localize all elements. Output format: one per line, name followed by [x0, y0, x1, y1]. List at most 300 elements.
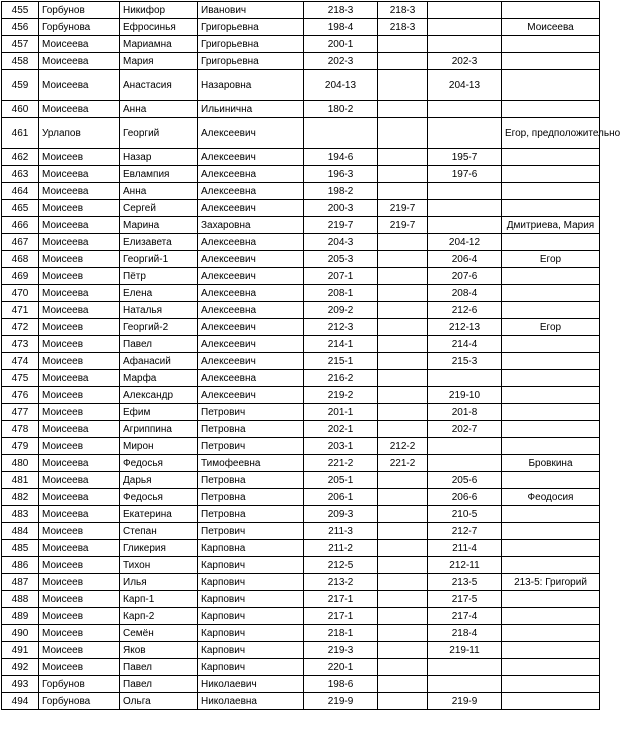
table-row	[2, 591, 600, 608]
ref-b-cell	[378, 523, 428, 540]
given-name-cell: Яков	[120, 642, 198, 659]
surname-cell: Моисеев	[39, 336, 120, 353]
given-name-cell: Афанасий	[120, 353, 198, 370]
ref-a-cell: 209-2	[304, 302, 378, 319]
record-number: 460	[2, 101, 39, 118]
patronymic-cell: Григорьевна	[198, 53, 304, 70]
surname-cell: Моисеев	[39, 659, 120, 676]
ref-a-cell: 203-1	[304, 438, 378, 455]
table-row	[2, 200, 600, 217]
ref-c-cell	[428, 118, 502, 149]
note-cell	[502, 302, 600, 319]
patronymic-cell: Алексеевич	[198, 149, 304, 166]
table-row	[2, 285, 600, 302]
note-cell	[502, 70, 600, 101]
record-number: 493	[2, 676, 39, 693]
note-cell	[502, 523, 600, 540]
patronymic-cell: Карпович	[198, 557, 304, 574]
note-cell	[502, 472, 600, 489]
ref-c-cell: 212-6	[428, 302, 502, 319]
surname-cell: Моисеев	[39, 574, 120, 591]
given-name-cell: Елизавета	[120, 234, 198, 251]
ref-c-cell: 204-12	[428, 234, 502, 251]
ref-a-cell: 219-9	[304, 693, 378, 710]
table-row	[2, 642, 600, 659]
ref-c-cell: 213-5	[428, 574, 502, 591]
ref-a-cell: 200-3	[304, 200, 378, 217]
ref-b-cell	[378, 302, 428, 319]
surname-cell: Моисеев	[39, 200, 120, 217]
ref-b-cell	[378, 625, 428, 642]
ref-a-cell: 217-1	[304, 591, 378, 608]
given-name-cell: Екатерина	[120, 506, 198, 523]
surname-cell: Горбунов	[39, 676, 120, 693]
ref-c-cell: 195-7	[428, 149, 502, 166]
table-row	[2, 353, 600, 370]
ref-a-cell: 212-5	[304, 557, 378, 574]
ref-a-cell: 201-1	[304, 404, 378, 421]
table-row	[2, 251, 600, 268]
note-cell: Феодосия	[502, 489, 600, 506]
record-number: 470	[2, 285, 39, 302]
ref-c-cell: 202-3	[428, 53, 502, 70]
note-cell	[502, 268, 600, 285]
surname-cell: Моисеева	[39, 36, 120, 53]
note-cell	[502, 36, 600, 53]
ref-b-cell	[378, 676, 428, 693]
record-number: 474	[2, 353, 39, 370]
table-row	[2, 234, 600, 251]
surname-cell: Урлапов	[39, 118, 120, 149]
ref-a-cell: 219-2	[304, 387, 378, 404]
patronymic-cell: Алексеевич	[198, 268, 304, 285]
surname-cell: Моисеев	[39, 608, 120, 625]
table-row	[2, 693, 600, 710]
note-cell	[502, 404, 600, 421]
note-cell	[502, 693, 600, 710]
ref-b-cell	[378, 404, 428, 421]
given-name-cell: Назар	[120, 149, 198, 166]
given-name-cell: Марфа	[120, 370, 198, 387]
given-name-cell: Павел	[120, 676, 198, 693]
ref-b-cell	[378, 642, 428, 659]
ref-c-cell: 206-4	[428, 251, 502, 268]
patronymic-cell: Захаровна	[198, 217, 304, 234]
surname-cell: Моисеева	[39, 421, 120, 438]
roster-table	[1, 1, 620, 710]
surname-cell: Моисеев	[39, 268, 120, 285]
ref-c-cell: 208-4	[428, 285, 502, 302]
ref-c-cell	[428, 101, 502, 118]
note-cell	[502, 149, 600, 166]
ref-a-cell: 216-2	[304, 370, 378, 387]
surname-cell: Моисеева	[39, 302, 120, 319]
given-name-cell: Елена	[120, 285, 198, 302]
surname-cell: Моисеев	[39, 149, 120, 166]
record-number: 476	[2, 387, 39, 404]
surname-cell: Моисеева	[39, 101, 120, 118]
given-name-cell: Федосья	[120, 489, 198, 506]
patronymic-cell: Карпович	[198, 625, 304, 642]
ref-a-cell: 198-4	[304, 19, 378, 36]
ref-b-cell	[378, 472, 428, 489]
given-name-cell: Федосья	[120, 455, 198, 472]
table-row	[2, 19, 600, 36]
patronymic-cell: Петрович	[198, 523, 304, 540]
note-cell	[502, 2, 600, 19]
surname-cell: Моисеев	[39, 591, 120, 608]
record-number: 456	[2, 19, 39, 36]
given-name-cell: Карп-1	[120, 591, 198, 608]
ref-c-cell: 219-9	[428, 693, 502, 710]
patronymic-cell: Иванович	[198, 2, 304, 19]
note-cell: Моисеева	[502, 19, 600, 36]
ref-c-cell	[428, 2, 502, 19]
surname-cell: Моисеева	[39, 455, 120, 472]
patronymic-cell: Петрович	[198, 438, 304, 455]
patronymic-cell: Алексеевич	[198, 251, 304, 268]
ref-a-cell: 194-6	[304, 149, 378, 166]
table-row	[2, 574, 600, 591]
ref-c-cell: 205-6	[428, 472, 502, 489]
table-row	[2, 302, 600, 319]
table-row	[2, 370, 600, 387]
given-name-cell: Ольга	[120, 693, 198, 710]
patronymic-cell: Алексеевич	[198, 353, 304, 370]
record-number: 467	[2, 234, 39, 251]
ref-c-cell: 219-11	[428, 642, 502, 659]
given-name-cell: Георгий-2	[120, 319, 198, 336]
ref-b-cell	[378, 353, 428, 370]
note-cell	[502, 200, 600, 217]
ref-a-cell: 196-3	[304, 166, 378, 183]
given-name-cell: Никифор	[120, 2, 198, 19]
surname-cell: Моисеева	[39, 285, 120, 302]
ref-a-cell: 204-3	[304, 234, 378, 251]
surname-cell: Моисеев	[39, 557, 120, 574]
table-row	[2, 118, 600, 149]
ref-b-cell	[378, 149, 428, 166]
patronymic-cell: Петрович	[198, 404, 304, 421]
record-number: 461	[2, 118, 39, 149]
patronymic-cell: Карпович	[198, 608, 304, 625]
ref-a-cell: 211-2	[304, 540, 378, 557]
ref-b-cell	[378, 557, 428, 574]
ref-a-cell: 217-1	[304, 608, 378, 625]
record-number: 464	[2, 183, 39, 200]
table-row	[2, 523, 600, 540]
given-name-cell: Илья	[120, 574, 198, 591]
record-number: 492	[2, 659, 39, 676]
surname-cell: Моисеева	[39, 370, 120, 387]
record-number: 485	[2, 540, 39, 557]
record-number: 462	[2, 149, 39, 166]
patronymic-cell: Алексеевна	[198, 234, 304, 251]
surname-cell: Моисеев	[39, 625, 120, 642]
note-cell	[502, 421, 600, 438]
record-number: 466	[2, 217, 39, 234]
surname-cell: Моисеева	[39, 506, 120, 523]
given-name-cell: Агриппина	[120, 421, 198, 438]
surname-cell: Горбунова	[39, 19, 120, 36]
patronymic-cell: Тимофеевна	[198, 455, 304, 472]
note-cell	[502, 557, 600, 574]
table-row	[2, 659, 600, 676]
patronymic-cell: Петровна	[198, 489, 304, 506]
ref-a-cell: 218-1	[304, 625, 378, 642]
record-number: 494	[2, 693, 39, 710]
patronymic-cell: Алексеевна	[198, 285, 304, 302]
ref-b-cell	[378, 285, 428, 302]
table-row	[2, 489, 600, 506]
patronymic-cell: Карповна	[198, 540, 304, 557]
surname-cell: Моисеева	[39, 183, 120, 200]
ref-a-cell: 208-1	[304, 285, 378, 302]
surname-cell: Моисеев	[39, 523, 120, 540]
surname-cell: Моисеев	[39, 387, 120, 404]
ref-b-cell	[378, 319, 428, 336]
ref-c-cell	[428, 370, 502, 387]
note-cell	[502, 166, 600, 183]
note-cell	[502, 370, 600, 387]
ref-a-cell: 200-1	[304, 36, 378, 53]
given-name-cell: Наталья	[120, 302, 198, 319]
given-name-cell: Анна	[120, 183, 198, 200]
patronymic-cell: Алексеевич	[198, 336, 304, 353]
ref-b-cell	[378, 489, 428, 506]
ref-b-cell	[378, 506, 428, 523]
note-cell: Дмитриева, Мария	[502, 217, 600, 234]
ref-c-cell: 214-4	[428, 336, 502, 353]
patronymic-cell: Алексеевич	[198, 200, 304, 217]
ref-b-cell	[378, 336, 428, 353]
ref-c-cell: 204-13	[428, 70, 502, 101]
note-cell	[502, 336, 600, 353]
ref-a-cell: 205-1	[304, 472, 378, 489]
ref-c-cell	[428, 438, 502, 455]
patronymic-cell: Карпович	[198, 574, 304, 591]
table-row	[2, 2, 600, 19]
given-name-cell: Мариамна	[120, 36, 198, 53]
given-name-cell: Сергей	[120, 200, 198, 217]
ref-c-cell: 218-4	[428, 625, 502, 642]
ref-b-cell	[378, 183, 428, 200]
ref-b-cell	[378, 693, 428, 710]
record-number: 475	[2, 370, 39, 387]
given-name-cell: Мария	[120, 53, 198, 70]
ref-b-cell	[378, 387, 428, 404]
note-cell	[502, 608, 600, 625]
record-number: 457	[2, 36, 39, 53]
ref-a-cell: 206-1	[304, 489, 378, 506]
patronymic-cell: Петровна	[198, 506, 304, 523]
note-cell	[502, 353, 600, 370]
ref-a-cell: 220-1	[304, 659, 378, 676]
record-number: 465	[2, 200, 39, 217]
table-row	[2, 319, 600, 336]
record-number: 479	[2, 438, 39, 455]
record-number: 473	[2, 336, 39, 353]
note-cell	[502, 642, 600, 659]
patronymic-cell: Алексеевна	[198, 302, 304, 319]
surname-cell: Моисеева	[39, 540, 120, 557]
patronymic-cell: Николаевич	[198, 676, 304, 693]
patronymic-cell: Алексеевна	[198, 370, 304, 387]
table-row	[2, 166, 600, 183]
record-number: 459	[2, 70, 39, 101]
given-name-cell: Степан	[120, 523, 198, 540]
record-number: 477	[2, 404, 39, 421]
record-number: 490	[2, 625, 39, 642]
record-number: 480	[2, 455, 39, 472]
ref-a-cell: 215-1	[304, 353, 378, 370]
ref-b-cell: 219-7	[378, 200, 428, 217]
table-row	[2, 36, 600, 53]
ref-b-cell	[378, 591, 428, 608]
note-cell	[502, 540, 600, 557]
ref-a-cell: 212-3	[304, 319, 378, 336]
note-cell	[502, 625, 600, 642]
note-cell: 213-5: Григорий	[502, 574, 600, 591]
ref-c-cell	[428, 200, 502, 217]
ref-c-cell: 201-8	[428, 404, 502, 421]
ref-a-cell: 202-3	[304, 53, 378, 70]
note-cell	[502, 53, 600, 70]
ref-b-cell	[378, 234, 428, 251]
ref-b-cell	[378, 101, 428, 118]
table-row	[2, 421, 600, 438]
record-number: 471	[2, 302, 39, 319]
record-number: 489	[2, 608, 39, 625]
ref-c-cell	[428, 455, 502, 472]
table-row	[2, 404, 600, 421]
ref-b-cell: 219-7	[378, 217, 428, 234]
record-number: 483	[2, 506, 39, 523]
given-name-cell: Анна	[120, 101, 198, 118]
note-cell	[502, 285, 600, 302]
record-number: 472	[2, 319, 39, 336]
ref-a-cell: 219-3	[304, 642, 378, 659]
ref-a-cell: 205-3	[304, 251, 378, 268]
table-row	[2, 557, 600, 574]
given-name-cell: Тихон	[120, 557, 198, 574]
ref-a-cell: 221-2	[304, 455, 378, 472]
ref-a-cell: 218-3	[304, 2, 378, 19]
ref-c-cell	[428, 217, 502, 234]
record-number: 481	[2, 472, 39, 489]
record-number: 482	[2, 489, 39, 506]
given-name-cell: Евлампия	[120, 166, 198, 183]
patronymic-cell: Григорьевна	[198, 19, 304, 36]
ref-b-cell: 221-2	[378, 455, 428, 472]
ref-b-cell	[378, 118, 428, 149]
ref-c-cell: 212-11	[428, 557, 502, 574]
given-name-cell: Мирон	[120, 438, 198, 455]
given-name-cell: Анастасия	[120, 70, 198, 101]
ref-c-cell: 207-6	[428, 268, 502, 285]
given-name-cell: Гликерия	[120, 540, 198, 557]
ref-a-cell: 214-1	[304, 336, 378, 353]
given-name-cell: Георгий-1	[120, 251, 198, 268]
patronymic-cell: Петровна	[198, 421, 304, 438]
ref-c-cell: 212-13	[428, 319, 502, 336]
note-cell: Егор, предположительно	[502, 118, 600, 149]
note-cell	[502, 676, 600, 693]
surname-cell: Моисеев	[39, 642, 120, 659]
table-row	[2, 183, 600, 200]
patronymic-cell: Алексеевна	[198, 166, 304, 183]
patronymic-cell: Назаровна	[198, 70, 304, 101]
ref-b-cell	[378, 268, 428, 285]
given-name-cell: Семён	[120, 625, 198, 642]
ref-a-cell: 198-2	[304, 183, 378, 200]
note-cell	[502, 591, 600, 608]
ref-a-cell: 211-3	[304, 523, 378, 540]
table-row	[2, 506, 600, 523]
note-cell: Егор	[502, 319, 600, 336]
record-number: 491	[2, 642, 39, 659]
ref-b-cell	[378, 370, 428, 387]
ref-b-cell	[378, 251, 428, 268]
given-name-cell: Карп-2	[120, 608, 198, 625]
patronymic-cell: Алексеевна	[198, 183, 304, 200]
note-cell	[502, 183, 600, 200]
surname-cell: Моисеев	[39, 353, 120, 370]
surname-cell: Моисеева	[39, 217, 120, 234]
record-number: 469	[2, 268, 39, 285]
record-number: 487	[2, 574, 39, 591]
note-cell	[502, 234, 600, 251]
ref-a-cell: 198-6	[304, 676, 378, 693]
ref-c-cell: 219-10	[428, 387, 502, 404]
table-row	[2, 149, 600, 166]
surname-cell: Моисеев	[39, 404, 120, 421]
patronymic-cell: Петровна	[198, 472, 304, 489]
ref-b-cell	[378, 540, 428, 557]
note-cell	[502, 387, 600, 404]
ref-b-cell	[378, 70, 428, 101]
patronymic-cell: Алексеевич	[198, 387, 304, 404]
note-cell	[502, 659, 600, 676]
table-row	[2, 387, 600, 404]
ref-b-cell: 218-3	[378, 19, 428, 36]
table-row	[2, 676, 600, 693]
table-row	[2, 268, 600, 285]
given-name-cell: Павел	[120, 659, 198, 676]
given-name-cell: Марина	[120, 217, 198, 234]
ref-a-cell: 213-2	[304, 574, 378, 591]
ref-c-cell	[428, 659, 502, 676]
ref-b-cell	[378, 166, 428, 183]
surname-cell: Моисеев	[39, 438, 120, 455]
ref-a-cell: 219-7	[304, 217, 378, 234]
record-number: 484	[2, 523, 39, 540]
ref-a-cell: 209-3	[304, 506, 378, 523]
record-number: 468	[2, 251, 39, 268]
patronymic-cell: Карпович	[198, 659, 304, 676]
ref-b-cell	[378, 574, 428, 591]
surname-cell: Горбунова	[39, 693, 120, 710]
ref-c-cell	[428, 183, 502, 200]
table-row	[2, 101, 600, 118]
surname-cell: Моисеева	[39, 53, 120, 70]
table-row	[2, 540, 600, 557]
ref-c-cell	[428, 36, 502, 53]
patronymic-cell: Николаевна	[198, 693, 304, 710]
given-name-cell: Пётр	[120, 268, 198, 285]
ref-c-cell: 210-5	[428, 506, 502, 523]
surname-cell: Горбунов	[39, 2, 120, 19]
